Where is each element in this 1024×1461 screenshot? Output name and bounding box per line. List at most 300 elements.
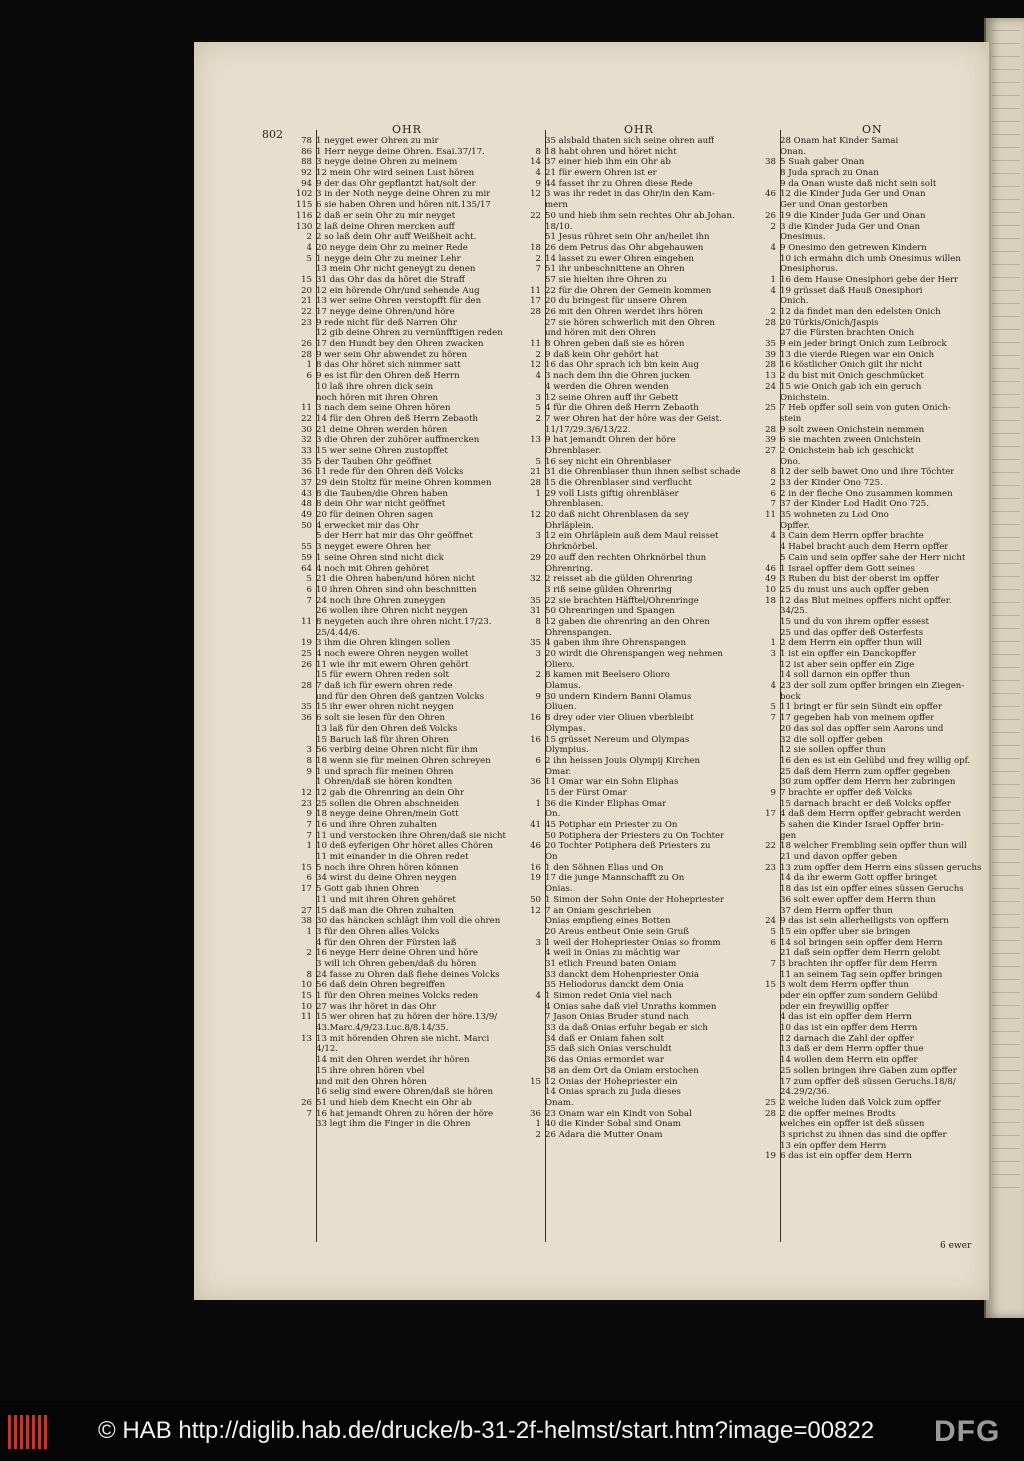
entry-text: 13 ein opffer dem Herrn (780, 1140, 887, 1151)
index-entry (525, 809, 761, 820)
index-entry (760, 1012, 984, 1023)
index-entry (525, 243, 761, 254)
entry-text: 12 das Blut meines opffers nicht opffer. (780, 595, 952, 606)
index-entry (525, 425, 761, 436)
index-entry (525, 328, 761, 339)
entry-number: 39 (765, 349, 776, 360)
entry-text: 16 köstlicher Onich gilt ihr nicht (780, 360, 923, 371)
entry-number: 7 (770, 499, 776, 510)
facing-text-line (992, 252, 1020, 265)
index-entry (760, 371, 984, 382)
entry-number (296, 938, 312, 949)
entry-text: Ohrknörbel. (545, 542, 598, 553)
index-entry (760, 414, 984, 425)
index-entry (296, 425, 528, 436)
entry-number (296, 1023, 312, 1034)
entry-number (525, 831, 541, 842)
entry-text: Omar. (545, 766, 572, 777)
entry-text: 16 dem Hause Onesiphori gebe der Herr (780, 274, 959, 285)
index-entry (525, 574, 761, 585)
entry-number: 15 (765, 980, 776, 991)
index-entry (760, 478, 984, 489)
facing-text-line (992, 642, 1020, 655)
index-entry (296, 863, 528, 874)
entry-text: 18 wenn sie für meinen Ohren schreyen (316, 755, 491, 766)
entry-text: 20 Areus entbeut Onie sein Gruß (545, 926, 690, 937)
entry-text: Onesiphorus. (780, 264, 838, 275)
index-entry (296, 328, 528, 339)
index-entry (525, 1055, 761, 1066)
entry-number (525, 916, 541, 927)
index-entry (525, 585, 761, 596)
entry-number (760, 553, 776, 564)
entry-text: Olamus. (545, 681, 581, 692)
entry-number (760, 820, 776, 831)
entry-number: 13 (301, 1033, 312, 1044)
index-entry (296, 735, 528, 746)
entry-number: 27 (301, 905, 312, 916)
index-entry (296, 884, 528, 895)
facing-text-line (992, 213, 1020, 226)
entry-number (525, 1055, 541, 1066)
entry-number: 116 (296, 210, 313, 221)
entry-number: 13 (765, 371, 776, 382)
index-entry (760, 1002, 984, 1013)
facing-text-line (992, 122, 1020, 135)
facing-text-line (992, 57, 1020, 70)
index-entry (296, 1098, 528, 1109)
index-entry (760, 1077, 984, 1088)
entry-text: 19 die Kinder Juda Ger und Onan (780, 210, 926, 221)
entry-number (760, 777, 776, 788)
index-entry (525, 1098, 761, 1109)
index-entry (525, 446, 761, 457)
index-entry (296, 307, 528, 318)
entry-number (760, 200, 776, 211)
column-header-middle: OHR (624, 123, 654, 136)
entry-text: 2 welche luden daß Volck zum opffer (780, 1097, 941, 1108)
entry-text: 32 die soll opffer geben (780, 734, 883, 745)
facing-text-line (992, 733, 1020, 746)
index-entry (296, 232, 528, 243)
entry-text: 4 noch ewere Ohren neygen wollet (316, 649, 469, 659)
index-entry (760, 168, 984, 179)
entry-number: 130 (296, 221, 313, 232)
entry-text: 25 sollen bringen ihre Gaben zum opffer (780, 1065, 957, 1076)
entry-number: 17 (530, 296, 541, 307)
entry-number (760, 168, 776, 179)
facing-text-line (992, 1032, 1020, 1045)
entry-number: 9 (770, 787, 776, 798)
index-entry (760, 702, 984, 713)
entry-number (296, 393, 312, 404)
facing-text-line (992, 226, 1020, 239)
entry-number: 7 (770, 958, 776, 969)
entry-text: 26 mit den Ohren werdet ihrs hören (545, 307, 703, 317)
entry-text: Onias. (545, 884, 573, 895)
index-entry (760, 713, 984, 724)
entry-number: 2 (306, 948, 312, 959)
entry-number: 12 (530, 905, 541, 916)
index-entry (296, 564, 528, 575)
entry-number (525, 724, 541, 735)
entry-text: 1 und sprach für meinen Ohren (316, 766, 454, 777)
index-entry (760, 959, 984, 970)
index-entry (296, 360, 528, 371)
index-entry (525, 735, 761, 746)
entry-text: Oliero. (545, 659, 575, 670)
entry-text: 12 da findet man den edelsten Onich (780, 307, 941, 317)
index-entry (296, 403, 528, 414)
entry-text: 3 für den Ohren alles Volcks (316, 926, 440, 937)
entry-text: 8 drey oder vier Oliuen vberbleibt (545, 713, 694, 724)
entry-text: 18 neyge deine Ohren/mein Gott (316, 809, 459, 820)
index-entry (525, 1119, 761, 1130)
entry-number: 26 (765, 210, 776, 221)
index-entry (296, 499, 528, 510)
index-entry (525, 1130, 761, 1141)
entry-text: Onich. (780, 296, 809, 307)
index-entry (296, 970, 528, 981)
index-entry (760, 393, 984, 404)
entry-number: 1 (306, 926, 312, 937)
entry-text: 2 die opffer meines Brodts (780, 1108, 896, 1119)
entry-text: 15 Baruch laß für ihren Ohren (316, 734, 449, 745)
entry-text: 21 und davon opffer geben (780, 852, 898, 863)
facing-text-line (992, 330, 1020, 343)
entry-text: 3 Cain dem Herrn opffer brachte (780, 531, 924, 542)
index-entry (760, 606, 984, 617)
entry-number (525, 702, 541, 713)
entry-text: 4 das ist ein opffer dem Herrn (780, 1012, 912, 1023)
entry-number (296, 382, 312, 393)
index-entry (760, 1141, 984, 1152)
entry-number (296, 724, 312, 735)
entry-text: Onan. (780, 146, 806, 157)
entry-text: 15 für ewern Ohren reden solt (316, 670, 449, 681)
entry-number: 19 (765, 1151, 776, 1162)
entry-text: und hören mit den Ohren (545, 328, 656, 339)
index-entry (525, 1066, 761, 1077)
entry-text: 2 dem Herrn ein opffer thun will (780, 638, 922, 649)
index-entry (296, 788, 528, 799)
entry-text: 27 was ihr höret in das Ohr (316, 1001, 436, 1012)
index-entry (760, 136, 984, 147)
index-entry (525, 938, 761, 949)
index-entry (760, 286, 984, 297)
index-entry (760, 232, 984, 243)
footer-bar (0, 1401, 1024, 1461)
entry-number: 22 (301, 413, 312, 424)
entry-number: 5 (770, 702, 776, 713)
entry-text: 12 gaben die ohrenring an den Ohren (545, 616, 710, 627)
entry-number: 9 (535, 178, 541, 189)
entry-text: 13 mein Ohr nicht geneygt zu denen (316, 264, 476, 275)
entry-number (296, 692, 312, 703)
entry-text: 15 ein opffer uber sie bringen (780, 926, 911, 937)
entry-text: 30 undern Kindern Banni Olamus (545, 691, 692, 702)
entry-text: 24 noch ihre Ohren zuneygen (316, 595, 446, 606)
index-entry (296, 435, 528, 446)
entry-text: 36 das Onias ermordet war (545, 1055, 665, 1066)
entry-text: 20 daß nicht Ohrenblasen da sey (545, 510, 689, 521)
entry-number: 23 (301, 317, 312, 328)
index-entry (296, 1077, 528, 1088)
facing-text-line (992, 772, 1020, 785)
index-entry (760, 510, 984, 521)
index-entry (525, 189, 761, 200)
entry-text: Ono. (780, 456, 801, 467)
entry-number: 35 (301, 702, 312, 713)
entry-text: 16 sey nicht ein Ohrenblaser (545, 456, 671, 467)
facing-text-line (992, 408, 1020, 421)
index-entry (296, 702, 528, 713)
index-entry (525, 232, 761, 243)
entry-number (760, 1130, 776, 1141)
entry-text: 14 Onias sprach zu Juda dieses (545, 1087, 681, 1098)
entry-text: 12 ist aber sein opffer ein Zige (780, 659, 915, 670)
entry-number: 26 (301, 659, 312, 670)
entry-number (760, 970, 776, 981)
index-entry (760, 189, 984, 200)
facing-text-line (992, 317, 1020, 330)
entry-text: 11 an seinem Tag sein opffer bringen (780, 969, 943, 980)
entry-number (760, 414, 776, 425)
entry-number: 39 (765, 435, 776, 446)
index-entry (525, 200, 761, 211)
index-entry (525, 1023, 761, 1034)
index-entry (760, 948, 984, 959)
dfg-logo: DFG (934, 1415, 1001, 1448)
copyright-url[interactable]: © HAB http://diglib.hab.de/drucke/b-31-2f-helmst/start.htm?image=00822 (98, 1417, 875, 1444)
entry-number (525, 1034, 541, 1045)
index-entry (525, 222, 761, 233)
entry-number: 10 (301, 980, 312, 991)
facing-text-line (992, 876, 1020, 889)
index-entry (525, 884, 761, 895)
entry-text: 1 für den Ohren meines Volcks reden (316, 991, 479, 1001)
index-entry (760, 467, 984, 478)
entry-text: 4 erwecket mir das Ohr (316, 520, 420, 531)
entry-text: 16 den es ist ein Gelübd und frey willig opf. (780, 755, 971, 766)
entry-number: 21 (301, 296, 312, 307)
index-entry (525, 724, 761, 735)
entry-number: 11 (301, 616, 312, 627)
index-entry (296, 767, 528, 778)
index-entry (525, 670, 761, 681)
entry-number (525, 809, 541, 820)
index-entry (760, 670, 984, 681)
entry-number (760, 799, 776, 810)
entry-text: 21 die Ohren haben/und hören nicht (316, 574, 476, 585)
entry-text: 35 wohneten zu Lod Ono (780, 510, 889, 521)
index-entry (525, 286, 761, 297)
entry-text: 10 laß ihre ohren dick sein (316, 381, 434, 392)
entry-number (760, 628, 776, 639)
index-entry (525, 414, 761, 425)
entry-text: 13 daß er dem Herrn opffer thue (780, 1044, 924, 1055)
entry-number (525, 1087, 541, 1098)
entry-text: 3 will ich Ohren geben/daß du hören (316, 958, 477, 969)
entry-number: 6 (306, 873, 312, 884)
entry-number: 94 (301, 178, 312, 189)
index-entry (760, 542, 984, 553)
entry-text: 11 und mit ihren Ohren gehöret (316, 894, 456, 905)
index-entry (296, 799, 528, 810)
entry-text: 15 der Fürst Omar (545, 787, 627, 798)
entry-number (525, 681, 541, 692)
entry-text: 3 nach dem seine Ohren hören (316, 403, 451, 414)
entry-number: 64 (301, 563, 312, 574)
entry-number (296, 895, 312, 906)
facing-text-line (992, 512, 1020, 525)
index-entry (296, 542, 528, 553)
entry-text: 1 ist ein opffer ein Danckopffer (780, 649, 916, 659)
entry-text: 3 in der Noth neyge deine Ohren zu mir (316, 189, 491, 200)
entry-text: 5 der Herr hat mir das Ohr geöffnet (316, 531, 473, 542)
entry-number: 35 (765, 339, 776, 350)
index-entry (525, 692, 761, 703)
entry-number (525, 980, 541, 991)
index-entry (296, 147, 528, 158)
entry-text: 1 den Söhnen Elias und On (545, 862, 664, 873)
entry-text: Onias empfieng eines Botten (545, 916, 671, 927)
entry-text: 24 fasse zu Ohren daß flehe deines Volcks (316, 969, 500, 980)
index-entry (296, 809, 528, 820)
entry-number (760, 1044, 776, 1055)
facing-text-line (992, 447, 1020, 460)
entry-number: 36 (530, 777, 541, 788)
index-entry (296, 446, 528, 457)
entry-text: 31 das Ohr das da höret die Straff (316, 274, 465, 285)
entry-text: 35 Heliodorus danckt dem Onia (545, 980, 684, 991)
index-entry (760, 1044, 984, 1055)
index-entry (296, 596, 528, 607)
entry-text: 4 gaben ihm ihre Ohrenspangen (545, 638, 687, 649)
index-entry (525, 564, 761, 575)
entry-number: 6 (535, 755, 541, 766)
entry-text: 27 sie hören schwerlich mit den Ohren (545, 317, 715, 328)
entry-text: Onam. (545, 1097, 574, 1108)
entry-text: 3 neyge deine Ohren zu meinem (316, 157, 458, 168)
index-entry (525, 1034, 761, 1045)
entry-number: 22 (530, 210, 541, 221)
index-entry (296, 339, 528, 350)
entry-number (525, 564, 541, 575)
entry-text: 20 du bringest für unsere Ohren (545, 296, 687, 307)
entry-number: 5 (770, 926, 776, 937)
entry-text: 18/10. (545, 221, 573, 232)
entry-number: 6 (306, 584, 312, 595)
entry-number (525, 1023, 541, 1034)
index-entry (760, 328, 984, 339)
entry-number (760, 1023, 776, 1034)
entry-number: 46 (765, 189, 776, 200)
entry-number (760, 735, 776, 746)
entry-number: 12 (530, 360, 541, 371)
index-entry (296, 852, 528, 863)
index-entry (525, 596, 761, 607)
facing-text-line (992, 278, 1020, 291)
entry-text: 3 neyget ewere Ohren her (316, 542, 431, 553)
entry-text: 12 ein Ohrläplein auß dem Maul reisset (545, 531, 719, 542)
facing-text-line (992, 382, 1020, 395)
entry-number (525, 446, 541, 457)
entry-text: 37 dem Herrn opffer thun (780, 905, 893, 916)
page-number: 802 (262, 128, 283, 141)
entry-text: 8 Ohren geben daß sie es hören (545, 339, 685, 350)
facing-text-line (992, 83, 1020, 96)
index-entry (296, 692, 528, 703)
facing-text-line (992, 499, 1020, 512)
entry-text: 6 sie haben Ohren und hören nit.135/17 (316, 200, 491, 211)
entry-number: 9 (306, 809, 312, 820)
entry-text: 4 werden die Ohren wenden (545, 381, 669, 392)
entry-number: 2 (770, 478, 776, 488)
index-entry (525, 820, 761, 831)
index-entry (296, 296, 528, 307)
entry-number (525, 328, 541, 339)
entry-number (525, 1002, 541, 1013)
index-entry (760, 307, 984, 318)
facing-text-line (992, 915, 1020, 928)
index-entry (296, 831, 528, 842)
index-entry (760, 403, 984, 414)
entry-text: 10 ich ermahn dich umb Onesimus willen (780, 253, 961, 264)
facing-text-line (992, 850, 1020, 863)
facing-text-line (992, 1123, 1020, 1136)
entry-text: 12 gib deine Ohren zu vernünfftigen reden (316, 328, 503, 339)
index-entry (760, 1151, 984, 1162)
index-entry (525, 948, 761, 959)
entry-number (760, 1066, 776, 1077)
index-entry (525, 254, 761, 265)
entry-number (525, 382, 541, 393)
index-entry (525, 1044, 761, 1055)
index-entry (296, 393, 528, 404)
entry-number: 49 (765, 574, 776, 585)
entry-number: 22 (301, 307, 312, 317)
facing-text-line (992, 1019, 1020, 1032)
facing-text-line (992, 291, 1020, 304)
index-entry (296, 574, 528, 585)
entry-text: 9 Onesimo den getrewen Kindern (780, 242, 927, 253)
entry-text: 25/4.44/6. (316, 627, 361, 638)
index-entry (525, 873, 761, 884)
entry-number: 41 (530, 820, 541, 830)
entry-text: 56 daß dein Ohren begreiffen (316, 980, 446, 991)
index-entry (760, 489, 984, 500)
entry-text: 13 zum opffer dem Herrn eins süssen geruchs (780, 862, 982, 873)
index-entry (296, 777, 528, 788)
facing-text-line (992, 421, 1020, 434)
entry-number: 4 (535, 991, 541, 1001)
index-entry (760, 574, 984, 585)
entry-text: 1 neyget ewer Ohren zu mir (316, 136, 439, 146)
entry-number: 28 (765, 1108, 776, 1119)
index-entry (760, 884, 984, 895)
facing-text-line (992, 668, 1020, 681)
entry-number (525, 232, 541, 243)
entry-number: 28 (765, 317, 776, 328)
entry-number (760, 724, 776, 735)
entry-text: 7 wer Ohren hat der höre was der Geist. (545, 413, 722, 424)
entry-text: 2 daß er sein Ohr zu mir neyget (316, 210, 456, 221)
entry-number: 5 (306, 253, 312, 264)
entry-number: 15 (301, 862, 312, 873)
entry-text: 13 mit hörenden Ohren sie nicht. Marci (316, 1033, 490, 1044)
index-entry (296, 264, 528, 275)
